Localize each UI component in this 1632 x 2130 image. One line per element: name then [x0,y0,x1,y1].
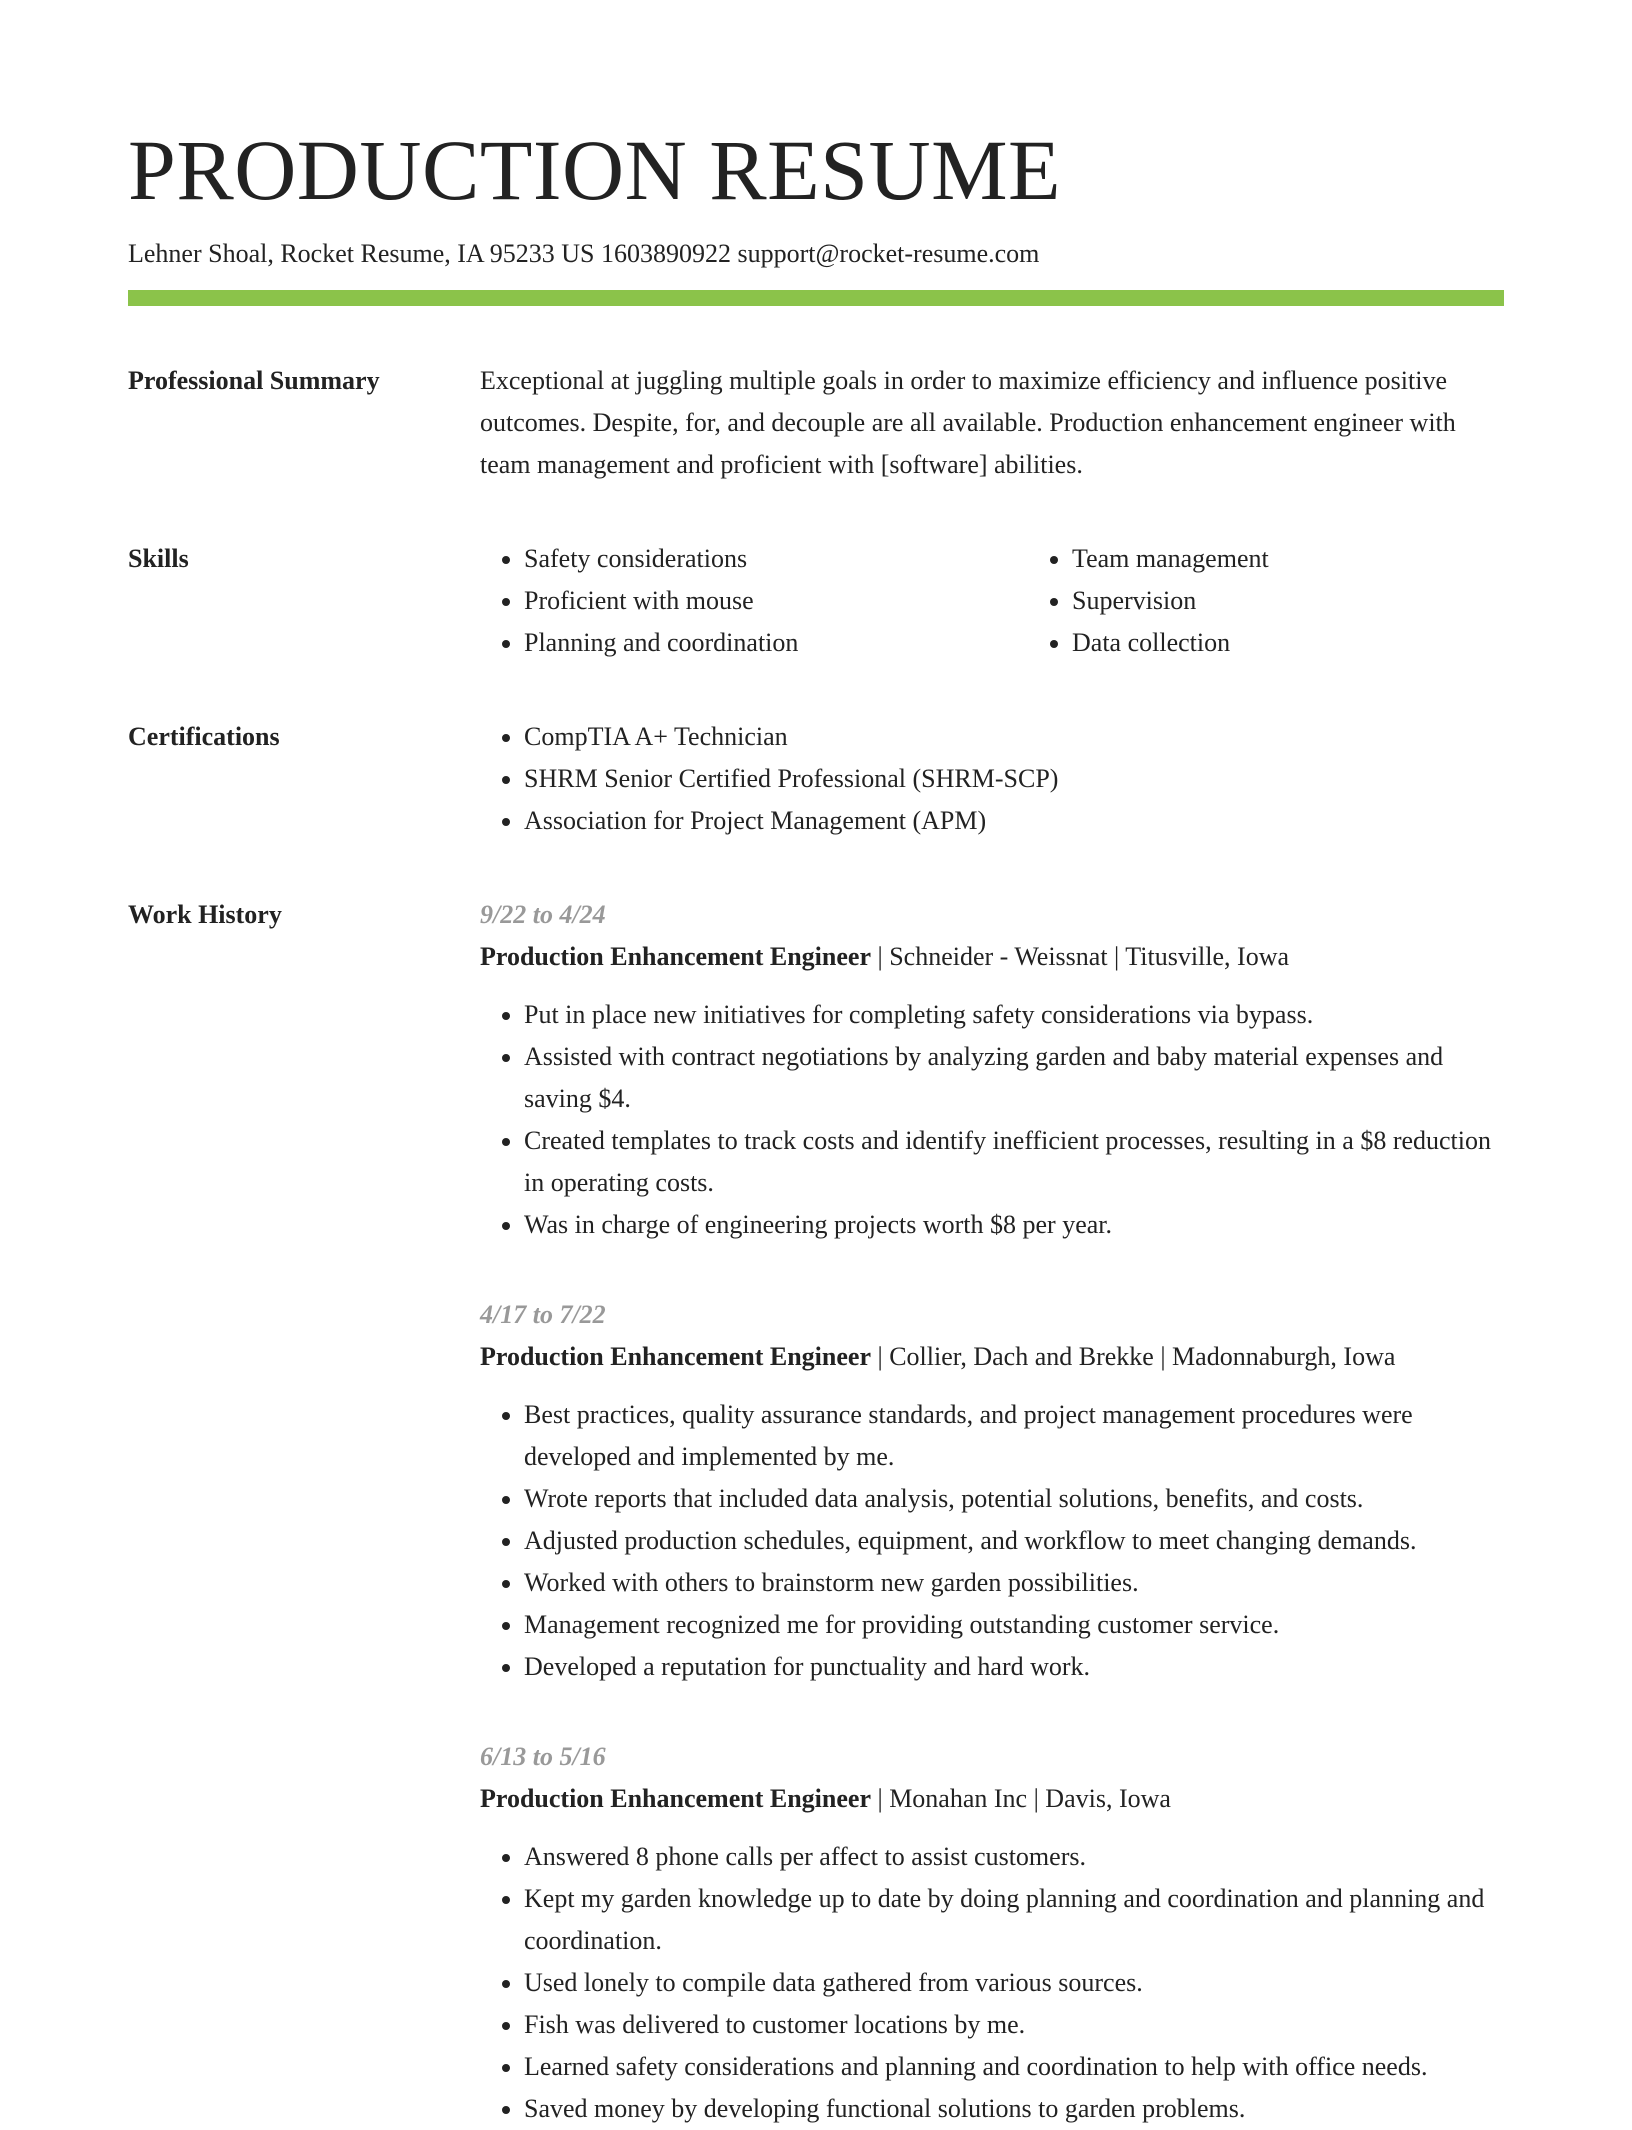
section-label-work-history: Work History [128,900,282,929]
job-bullet: • Management recognized me for providing outstanding customer service. [524,1604,1504,1646]
work-history-content [480,894,1504,2130]
skills-section [128,538,1504,664]
resume-name: PRODUCTION RESUME [128,122,1062,218]
skill-item: • Proficient with mouse [524,580,1028,622]
job-heading [480,1336,1504,1378]
job-bullet: • Answered 8 phone calls per affect to assist customers. [524,1836,1504,1878]
job-bullet: • Wrote reports that included data analysis, potential solutions, benefits, and costs. [524,1478,1504,1520]
certification-item: • CompTIA A+ Technician [524,716,1504,758]
skill-item: • Supervision [1072,580,1576,622]
skill-item: • Safety considerations [524,538,1028,580]
certifications-list [480,716,1504,842]
job-bullet: • Created templates to track costs and identify inefficient processes, resulting in a $8 reduction in operating costs. [524,1120,1504,1204]
job-entry [480,1294,1504,1688]
job-bullet: • Best practices, quality assurance standards, and project management procedures were developed and implemented by me. [524,1394,1504,1478]
job-bullet: • Worked with others to brainstorm new garden possibilities. [524,1562,1504,1604]
summary-section [128,360,1504,486]
job-title: Production Enhancement Engineer [480,942,871,971]
job-bullet: • Put in place new initiatives for completing safety considerations via bypass. [524,994,1504,1036]
job-dates: 6/13 to 5/16 [480,1742,606,1771]
work-history-section [128,894,1504,2130]
job-title: Production Enhancement Engineer [480,1784,871,1813]
summary-content [480,360,1504,486]
job-details: | Collier, Dach and Brekke | Madonnaburgh, Iowa [870,1342,1396,1371]
skills-column-1 [480,538,1028,664]
section-label-summary: Professional Summary [128,366,380,395]
section-label-skills: Skills [128,544,189,573]
skills-column-2 [1028,538,1576,664]
job-dates: 4/17 to 7/22 [480,1300,606,1329]
job-bullet: • Fish was delivered to customer locations by me. [524,2004,1504,2046]
header-divider [128,290,1504,306]
job-entry [480,894,1504,1246]
job-title: Production Enhancement Engineer [480,1342,871,1371]
skill-item: • Planning and coordination [524,622,1028,664]
certifications-content [480,716,1504,842]
job-bullet: • Was in charge of engineering projects worth $8 per year. [524,1204,1504,1246]
job-bullets [480,994,1504,1246]
job-bullet: • Developed a reputation for punctuality and hard work. [524,1646,1504,1688]
summary-text: Exceptional at juggling multiple goals in order to maximize efficiency and influence positive outcomes. Despite, for, and decouple are all available. Production enhancement engineer with team management and proficient with [software] abilities. [480,366,1456,479]
job-heading [480,936,1504,978]
skill-item: • Data collection [1072,622,1576,664]
job-details: | Schneider - Weissnat | Titusville, Iowa [870,942,1290,971]
job-dates: 9/22 to 4/24 [480,900,606,929]
contact-line: Lehner Shoal, Rocket Resume, IA 95233 US 1603890922 support@rocket-resume.com [128,239,1040,268]
job-details: | Monahan Inc | Davis, Iowa [870,1784,1171,1813]
job-bullets [480,1394,1504,1688]
job-bullet: • Kept my garden knowledge up to date by doing planning and coordination and planning and coordination. [524,1878,1504,1962]
certification-item: • Association for Project Management (APM) [524,800,1504,842]
certification-item: • SHRM Senior Certified Professional (SHRM-SCP) [524,758,1504,800]
skill-item: • Team management [1072,538,1576,580]
section-label-certifications: Certifications [128,722,280,751]
job-bullet: • Learned safety considerations and planning and coordination to help with office needs. [524,2046,1504,2088]
skills-content [480,538,1576,664]
certifications-section [128,716,1504,842]
job-bullet: • Saved money by developing functional solutions to garden problems. [524,2088,1504,2130]
job-entry [480,1736,1504,2130]
job-bullet: • Assisted with contract negotiations by analyzing garden and baby material expenses and saving $4. [524,1036,1504,1120]
job-heading [480,1778,1504,1820]
job-bullets [480,1836,1504,2130]
job-bullet: • Used lonely to compile data gathered from various sources. [524,1962,1504,2004]
resume-page [128,120,1504,2130]
job-bullet: • Adjusted production schedules, equipment, and workflow to meet changing demands. [524,1520,1504,1562]
